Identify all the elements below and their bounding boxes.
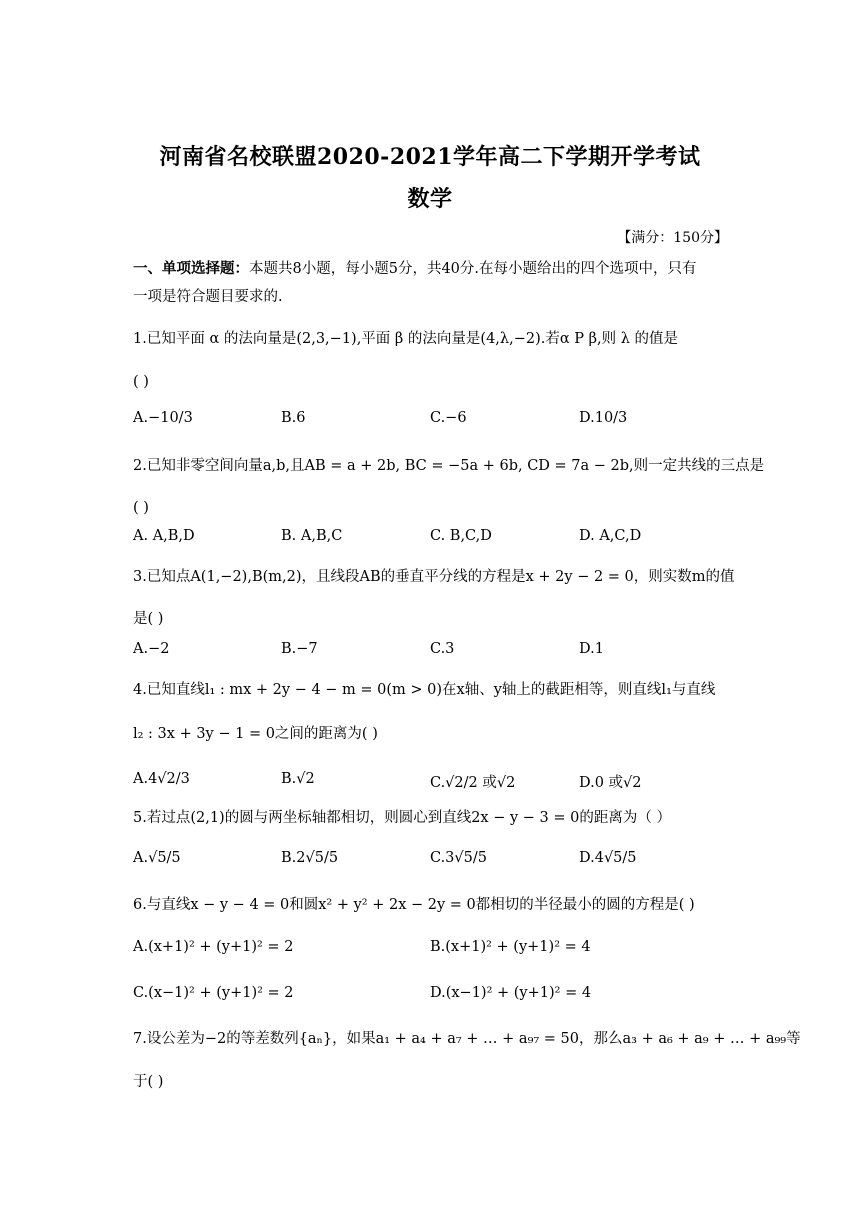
section-desc-2: 一项是符合题目要求的.: [133, 289, 283, 305]
q4-option-c: C.√2/2 或√2: [430, 775, 516, 791]
q4-option-a: A.4√2/3: [133, 771, 190, 787]
q5-option-c: C.3√5/5: [430, 850, 487, 866]
q5-option-b: B.2√5/5: [281, 850, 339, 866]
section-label: 一、单项选择题：: [133, 260, 249, 277]
q1-stem: 1.已知平面 α 的法向量是(2,3,−1),平面 β 的法向量是(4,λ,−2).若α P β,则 λ 的值是: [133, 331, 679, 347]
q4-option-b: B.√2: [281, 771, 315, 787]
q5-stem: 5.若过点(2,1)的圆与两坐标轴都相切，则圆心到直线2x − y − 3 = 0的距离为（ ）: [133, 810, 671, 826]
q1-option-a: A.−10/3: [133, 410, 193, 426]
q1-option-b: B.6: [281, 410, 306, 426]
exam-title: 河南省名校联盟2020-2021学年高二下学期开学考试: [159, 144, 701, 170]
q6-stem: 6.与直线x − y − 4 = 0和圆x² + y² + 2x − 2y = 0都相切的半径最小的圆的方程是( ): [133, 897, 695, 913]
q5-option-d: D.4√5/5: [579, 850, 637, 866]
q2-paren: ( ): [133, 500, 149, 516]
section-desc-1: 本题共8小题，每小题5分，共40分.在每小题给出的四个选项中，只有: [249, 261, 697, 277]
q6-option-b: B.(x+1)² + (y+1)² = 4: [430, 939, 591, 955]
q2-option-a: A. A,B,D: [133, 528, 195, 544]
q6-option-d: D.(x−1)² + (y+1)² = 4: [430, 985, 592, 1001]
section-header: [133, 259, 733, 279]
q7-stem-2: 于( ): [133, 1074, 164, 1090]
q1-option-c: C.−6: [430, 410, 467, 426]
q5-option-a: A.√5/5: [133, 850, 181, 866]
q2-option-b: B. A,B,C: [281, 528, 343, 544]
q3-stem-2: 是( ): [133, 611, 164, 627]
full-score: 【满分：150分】: [617, 230, 728, 246]
exam-subject: 数学: [407, 186, 453, 212]
q6-option-a: A.(x+1)² + (y+1)² = 2: [133, 939, 294, 955]
q3-option-b: B.−7: [281, 641, 318, 657]
q7-stem: 7.设公差为−2的等差数列{aₙ}，如果a₁ + a₄ + a₇ + … + a₉₇ = 50，那么a₃ + a₆ + a₉ + … + a₉₉等: [133, 1031, 801, 1047]
q2-option-c: C. B,C,D: [430, 528, 492, 544]
q4-stem: 4.已知直线l₁ : mx + 2y − 4 − m = 0(m > 0)在x轴、y轴上的截距相等，则直线l₁与直线: [133, 682, 716, 698]
q3-option-d: D.1: [579, 641, 604, 657]
q4-stem-2: l₂ : 3x + 3y − 1 = 0之间的距离为( ): [133, 726, 378, 742]
q4-option-d: D.0 或√2: [579, 775, 642, 791]
q3-stem: 3.已知点A(1,−2),B(m,2)，且线段AB的垂直平分线的方程是x + 2y − 2 = 0，则实数m的值: [133, 569, 735, 585]
q3-option-c: C.3: [430, 641, 455, 657]
q2-option-d: D. A,C,D: [579, 528, 642, 544]
q1-option-d: D.10/3: [579, 410, 628, 426]
q3-option-a: A.−2: [133, 641, 170, 657]
q1-paren: ( ): [133, 374, 149, 390]
q2-stem: 2.已知非零空间向量a,b,且AB = a + 2b, BC = −5a + 6b, CD = 7a − 2b,则一定共线的三点是: [133, 458, 765, 474]
q6-option-c: C.(x−1)² + (y+1)² = 2: [133, 985, 294, 1001]
